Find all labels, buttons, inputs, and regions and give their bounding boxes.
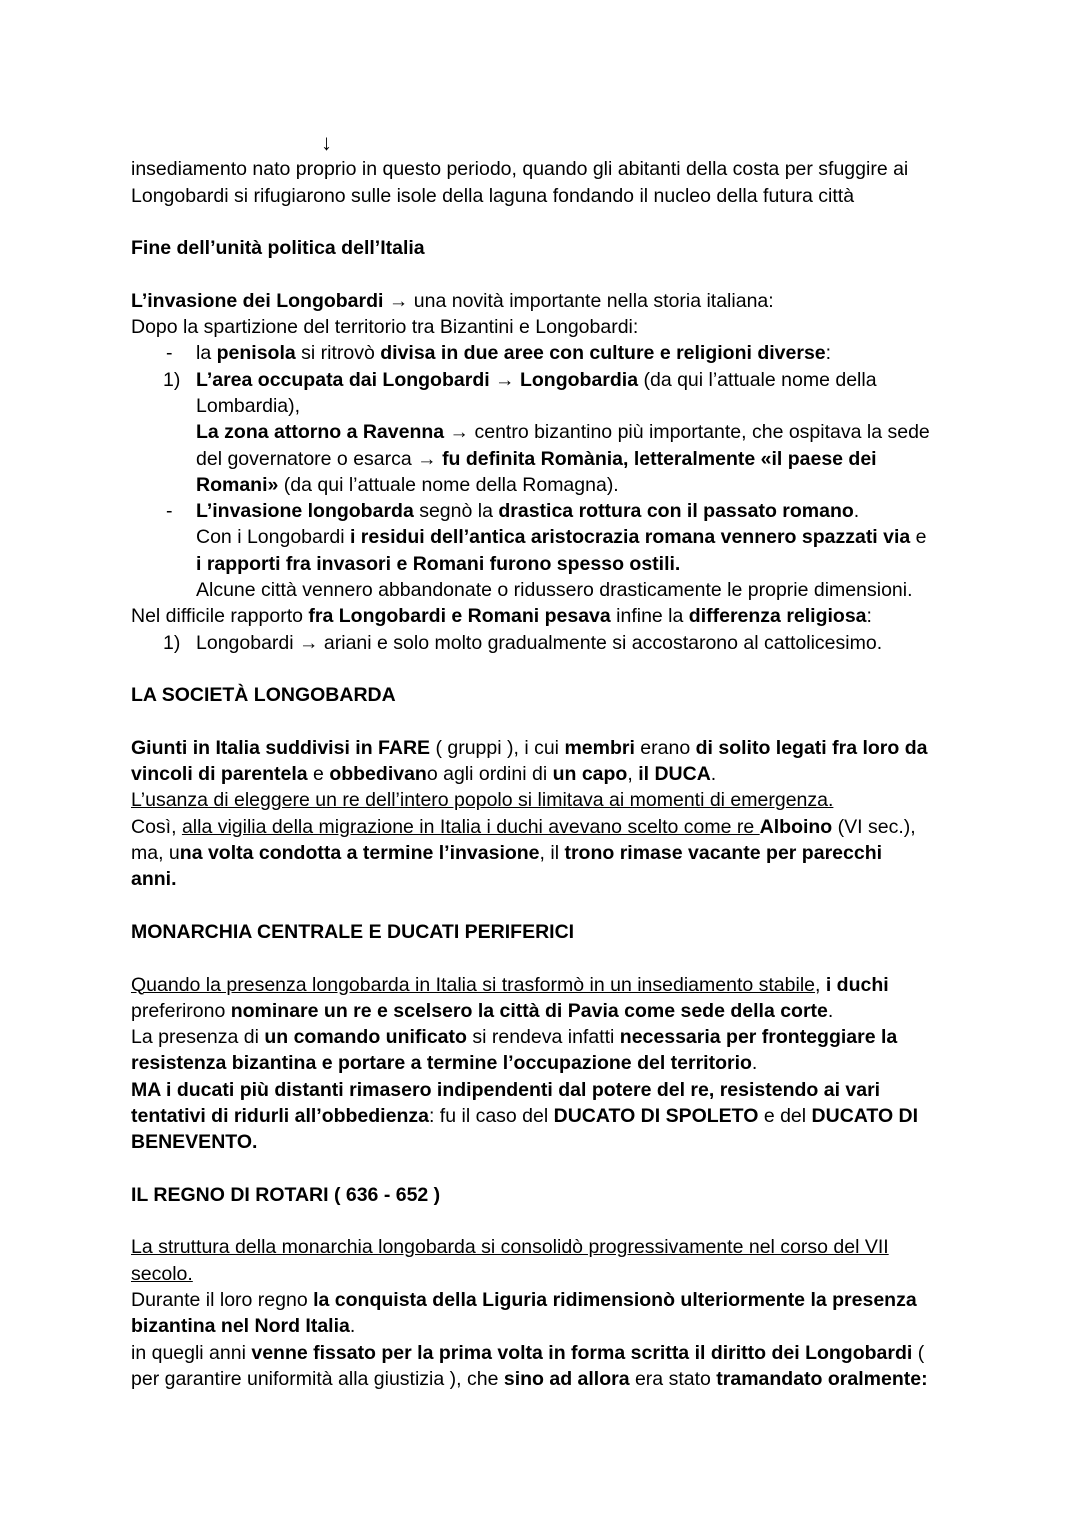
list-item-continuation: i rapporti fra invasori e Romani furono spesso ostili. (196, 552, 681, 575)
list-item-continuation: Con i Longobardi i residui dell’antica aristocrazia romana vennero spazzati via e (196, 526, 927, 549)
paragraph-line: Durante il loro regno la conquista della Liguria ridimensionò ulteriormente la presenza (131, 1289, 917, 1312)
paragraph-line: preferirono nominare un re e scelsero la città di Pavia come sede della corte. (131, 999, 834, 1022)
paragraph-line: L’invasione dei Longobardi → una novità importante nella storia italiana: (131, 289, 774, 312)
paragraph-line: Così, alla vigilia della migrazione in Italia i duchi avevano scelto come re Alboino (VI sec.), (131, 815, 916, 838)
intro-line-2: Longobardi si rifugiarono sulle isole della laguna fondando il nucleo della futura città (131, 184, 855, 207)
dash-bullet: - (166, 500, 173, 523)
list-item: 1) L’area occupata dai Longobardi → Longobardia (da qui l’attuale nome della (131, 367, 961, 393)
section-heading: MONARCHIA CENTRALE E DUCATI PERIFERICI (131, 920, 575, 943)
paragraph-line: secolo. (131, 1262, 193, 1285)
paragraph-line: anni. (131, 868, 177, 891)
paragraph-line: bizantina nel Nord Italia. (131, 1315, 356, 1338)
paragraph-line: resistenza bizantina e portare a termine l’occupazione del territorio. (131, 1052, 758, 1075)
list-item: - L’invasione longobarda segnò la drastica rottura con il passato romano. (131, 498, 961, 524)
list-number: 1) (163, 368, 181, 391)
section-heading: IL REGNO DI ROTARI ( 636 - 652 ) (131, 1183, 441, 1206)
section-heading: LA SOCIETÀ LONGOBARDA (131, 684, 396, 707)
list-item-continuation: Lombardia), (196, 394, 301, 417)
section-heading: Fine dell’unità politica dell’Italia (131, 237, 425, 260)
list-item: - la penisola si ritrovò divisa in due aree con culture e religioni diverse: (131, 340, 961, 366)
list-item-continuation: Romani» (da qui l’attuale nome della Romagna). (196, 473, 619, 496)
paragraph-line: La struttura della monarchia longobarda si consolidò progressivamente nel corso del VII (131, 1236, 889, 1259)
paragraph-line: Dopo la spartizione del territorio tra Bizantini e Longobardi: (131, 316, 639, 339)
paragraph-line: Quando la presenza longobarda in Italia si trasformò in un insediamento stabile, i duchi (131, 973, 889, 996)
list-number: 1) (163, 631, 181, 654)
paragraph-line: per garantire uniformità alla giustizia ), che sino ad allora era stato tramandato oralmente: (131, 1367, 928, 1390)
paragraph-line: BENEVENTO. (131, 1131, 258, 1154)
document-page (131, 130, 961, 1392)
paragraph-line: tentativi di ridurli all’obbedienza: fu il caso del DUCATO DI SPOLETO e del DUCATO DI (131, 1104, 919, 1127)
paragraph-line: in quegli anni venne fissato per la prima volta in forma scritta il diritto dei Longobardi ( (131, 1341, 925, 1364)
intro-line-1: insediamento nato proprio in questo periodo, quando gli abitanti della costa per sfuggire ai (131, 158, 909, 181)
paragraph-line: Nel difficile rapporto fra Longobardi e Romani pesava infine la differenza religiosa: (131, 605, 872, 628)
list-item-continuation: La zona attorno a Ravenna → centro bizantino più importante, che ospitava la sede (196, 421, 930, 444)
list-item: 1) Longobardi → ariani e solo molto gradualmente si accostarono al cattolicesimo. (131, 630, 961, 656)
down-arrow-icon: ↓ (321, 130, 332, 155)
paragraph-line: vincoli di parentela e obbedivano agli ordini di un capo, il DUCA. (131, 763, 717, 786)
list-item-continuation: del governatore o esarca → fu definita Romània, letteralmente «il paese dei (196, 447, 877, 470)
paragraph-line: L’usanza di eleggere un re dell’intero popolo si limitava ai momenti di emergenza. (131, 789, 834, 812)
paragraph-line: ma, una volta condotta a termine l’invasione, il trono rimase vacante per parecchi (131, 842, 883, 865)
paragraph-line: La presenza di un comando unificato si rendeva infatti necessaria per fronteggiare la (131, 1026, 898, 1049)
dash-bullet: - (166, 342, 173, 365)
list-item-continuation: Alcune città vennero abbandonate o ridussero drasticamente le proprie dimensioni. (196, 579, 913, 602)
paragraph-line: MA i ducati più distanti rimasero indipendenti dal potere del re, resistendo ai vari (131, 1078, 881, 1101)
paragraph-line: Giunti in Italia suddivisi in FARE ( gruppi ), i cui membri erano di solito legati fra loro da (131, 736, 928, 759)
